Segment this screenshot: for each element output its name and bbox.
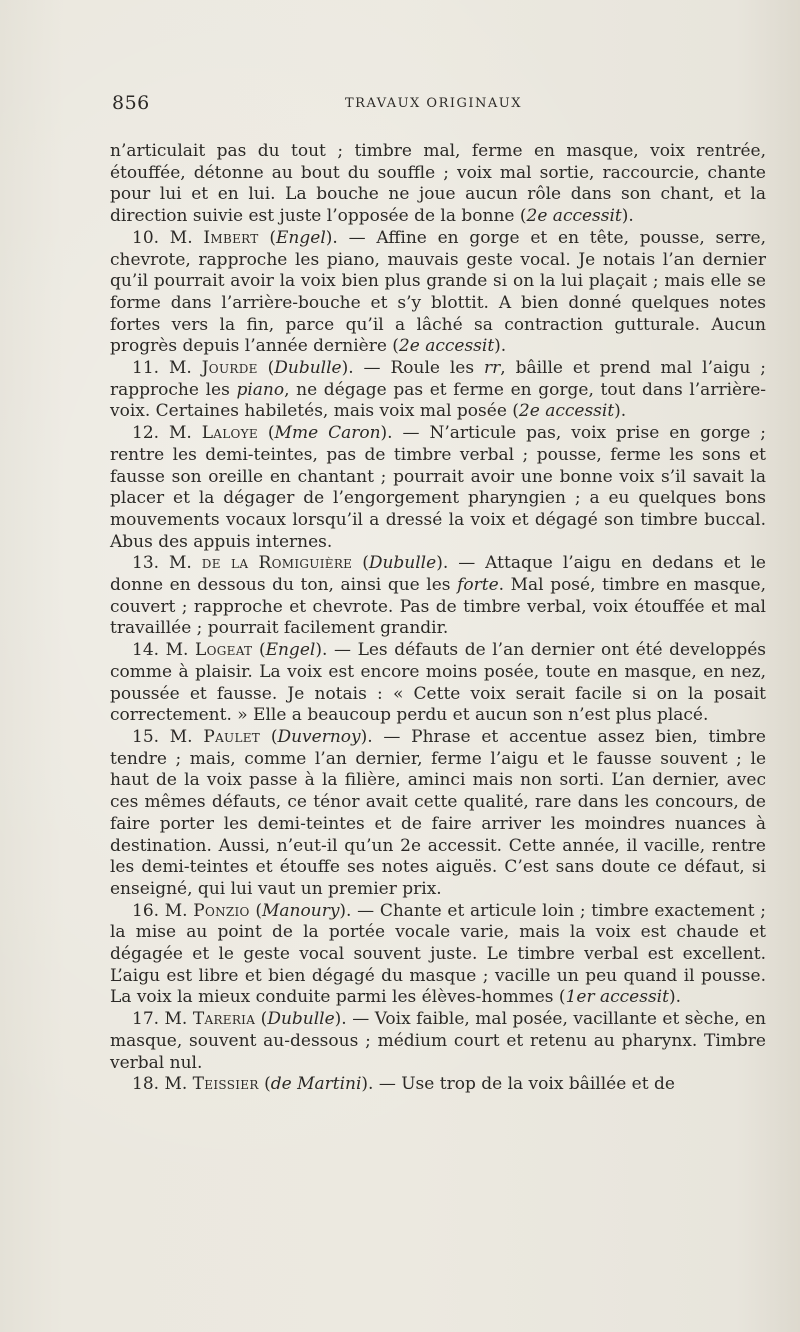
teacher-name: Mme Caron — [274, 423, 381, 444]
entry-number: 12. M. — [132, 423, 202, 444]
entry-text: . Mal posé, timbre en masque, couvert ; rapproche et chevrote. Pas de timbre verbal, voix étouffée et mal travaillée ; pourrait facilement grandir. — [110, 575, 766, 639]
candidate-name: Logeat — [195, 640, 253, 661]
entry-10: 10. M. Imbert (Engel). — Affine en gorge et en tête, pousse, serre, chevrote, rapproche les piano, mauvais geste vocal. Je notais l’an dernier qu’il pourrait avoir la voix bien plus grande si on la lui plaçait ; mais elle se forme dans l’arrière-bouche et s’y blottit. A bien donné quelques notes fortes vers la fin, parce qu’il a lâché sa contraction gutturale. Aucun progrès depuis l’année dernière (2e accessit). — [110, 227, 766, 357]
award: 2e accessit — [526, 206, 622, 227]
candidate-name: de la Romiguière — [201, 553, 353, 574]
entry-number: 14. M. — [132, 640, 196, 661]
page-bottom-margin — [0, 1280, 800, 1332]
entry-number: 11. M. — [132, 358, 202, 379]
page-header — [112, 92, 762, 118]
entry-number: 18. M. — [132, 1074, 193, 1095]
entry-text: Use trop de la voix bâillée et de — [401, 1074, 675, 1095]
entry-17: 17. M. Tareria (Dubulle). — Voix faible, mal posée, vacillante et sèche, en masque, souvent au-dessous ; médium court et retenu au pharynx. Timbre verbal nul. — [110, 1009, 766, 1073]
entry-11: 11. M. Jourde (Dubulle). — Roule les rr, bâille et prend mal l’aigu ; rapproche les piano, ne dégage pas et ferme en gorge, tout dans l’arrière-voix. Certaines habiletés, mais voix mal posée (2e accessit). — [110, 358, 767, 422]
entry-number: 10. M. — [132, 227, 204, 248]
page-body — [110, 141, 766, 1096]
teacher-name: Dubulle — [274, 358, 342, 379]
candidate-name: Teissier — [192, 1074, 259, 1095]
entry-text: Affine en gorge et en tête, pousse, serre, chevrote, rapproche les piano, mauvais geste vocal. Je notais l’an dernier qu’il pourrait avoir la voix bien plus grande si on la lui plaçait ; mais elle se forme dans l’arrière-bouche et s’y blottit. A bien donné quelques notes fortes vers la fin, parce qu’il a lâché sa contraction gutturale. Aucun progrès depuis l’année dernière ( — [110, 227, 766, 357]
continuation-paragraph: n’articulait pas du tout ; timbre mal, ferme en masque, voix rentrée, étouffée, détonne au bout du souffle ; voix mal sortie, raccourcie, chante pour lui et en lui. La bouche ne joue aucun rôle dans son chant, et la direction suivie est juste l’opposée de la bonne (2e accessit). — [110, 141, 766, 227]
entry-text: Phrase et accentue assez bien, timbre tendre ; mais, comme l’an dernier, ferme l’aigu et le fausse souvent ; le haut de la voix passe à la filière, aminci mais non sorti. L’an dernier, avec ces mêmes défauts, ce ténor avait cette qualité, rare dans les concours, de faire porter les demi-teintes et de faire arriver les moindres nuances à destination. Aussi, n’eut-il qu’un 2e accessit. Cette année, il vacille, rentre les demi-teintes et étouffe ses notes aiguës. C’est sans doute ce défaut, si enseigné, qui lui vaut un premier prix. — [110, 726, 766, 899]
candidate-name: Jourde — [201, 358, 258, 379]
teacher-name: Engel — [276, 227, 326, 248]
candidate-name: Paulet — [203, 726, 261, 747]
candidate-name: Tareria — [192, 1009, 256, 1030]
entry-text: Les défauts de l’an dernier ont été developpés comme à plaisir. La voix est encore moins posée, toute en masque, en nez, poussée et fausse. Je notais : « Cette voix serait facile si on la posait correctement. » Elle a beaucoup perdu et aucun son n’est plus placé. — [110, 640, 766, 726]
teacher-name: Engel — [265, 640, 316, 661]
entry-14: 14. M. Logeat (Engel). — Les défauts de l’an dernier ont été developpés comme à plaisir. La voix est encore moins posée, toute en masque, en nez, poussée et fausse. Je notais : « Cette voix serait facile si on la posait correctement. » Elle a beaucoup perdu et aucun son n’est plus placé. — [110, 640, 766, 726]
award: 1er accessit — [565, 987, 669, 1008]
entry-text: Voix faible, mal posée, vacillante et sèche, en masque, souvent au-dessous ; médium court et retenu au pharynx. Timbre verbal nul. — [110, 1009, 766, 1073]
entry-15: 15. M. Paulet (Duvernoy). — Phrase et accentue assez bien, timbre tendre ; mais, comme l’an dernier, ferme l’aigu et le fausse souvent ; le haut de la voix passe à la filière, aminci mais non sorti. L’an dernier, avec ces mêmes défauts, ce ténor avait cette qualité, rare dans les concours, de faire porter les demi-teintes et de faire arriver les moindres nuances à destination. Aussi, n’eut-il qu’un 2e accessit. Cette année, il vacille, rentre les demi-teintes et étouffe ses notes aiguës. C’est sans doute ce défaut, si enseigné, qui lui vaut un premier prix. — [110, 726, 766, 899]
entry-text: N’articule pas, voix prise en gorge ; rentre les demi-teintes, pas de timbre verbal ; pousse, ferme les sons et fausse son oreille en chantant ; pourrait avoir une bonne voix s’il savait la placer et la dégager de l’engorgement pharyngien ; a eu quelques bons mouvements vocaux lorsqu’il a dressé la voix et dégagé son timbre buccal. Abus des appuis internes. — [110, 423, 766, 552]
candidate-name: Ponzio — [193, 900, 250, 921]
entry-18: 18. M. Teissier (de Martini). — Use trop de la voix bâillée et de — [132, 1074, 675, 1095]
entry-12: 12. M. Laloye (Mme Caron). — N’articule pas, voix prise en gorge ; rentre les demi-teintes, pas de timbre verbal ; pousse, ferme les sons et fausse son oreille en chantant ; pourrait avoir une bonne voix s’il savait la placer et la dégager de l’engorgement pharyngien ; a eu quelques bons mouvements vocaux lorsqu’il a dressé la voix et dégagé son timbre buccal. Abus des appuis internes. — [110, 423, 766, 552]
award: 2e accessit — [398, 336, 495, 357]
teacher-name: Duvernoy — [277, 726, 361, 747]
teacher-name: Dubulle — [368, 553, 437, 574]
candidate-name: Imbert — [203, 227, 259, 248]
entry-text: Chante et articule loin ; timbre exactement ; la mise au point de la portée vocale varie, mais la voix est chaude et dégagée et le geste vocal souvent juste. Le timbre verbal est excellent. L’aigu est libre et bien dégagé du masque ; vacille un peu quand il pousse. La voix la mieux conduite parmi les élèves-hommes ( — [110, 900, 766, 1008]
entry-number: 15. M. — [132, 726, 204, 747]
candidate-name: Laloye — [201, 423, 258, 444]
entry-number: 16. M. — [132, 900, 194, 921]
running-head: TRAVAUX ORIGINAUX — [345, 96, 523, 111]
entry-number: 13. M. — [132, 553, 202, 574]
teacher-name: Manoury — [262, 900, 340, 921]
entry-text: , ne dégage pas et ferme en gorge, tout dans l’arrière-voix. Certaines habiletés, mais voix mal posée ( — [110, 379, 766, 422]
award: 2e accessit — [518, 401, 615, 422]
teacher-name: Dubulle — [267, 1009, 335, 1030]
entry-16: 16. M. Ponzio (Manoury). — Chante et articule loin ; timbre exactement ; la mise au point de la portée vocale varie, mais la voix est chaude et dégagée et le geste vocal souvent juste. Le timbre verbal est excellent. L’aigu est libre et bien dégagé du masque ; vacille un peu quand il pousse. La voix la mieux conduite parmi les élèves-hommes (1er accessit). — [110, 900, 766, 1008]
entry-number: 17. M. — [132, 1009, 193, 1030]
entry-13: 13. M. de la Romiguière (Dubulle). — Attaque l’aigu en dedans et le donne en dessous du ton, ainsi que les forte. Mal posé, timbre en masque, couvert ; rapproche et chevrote. Pas de timbre verbal, voix étouffée et mal travaillée ; pourrait facilement grandir. — [110, 553, 766, 639]
page-number: 856 — [112, 92, 150, 114]
teacher-name: de Martini — [270, 1074, 362, 1095]
